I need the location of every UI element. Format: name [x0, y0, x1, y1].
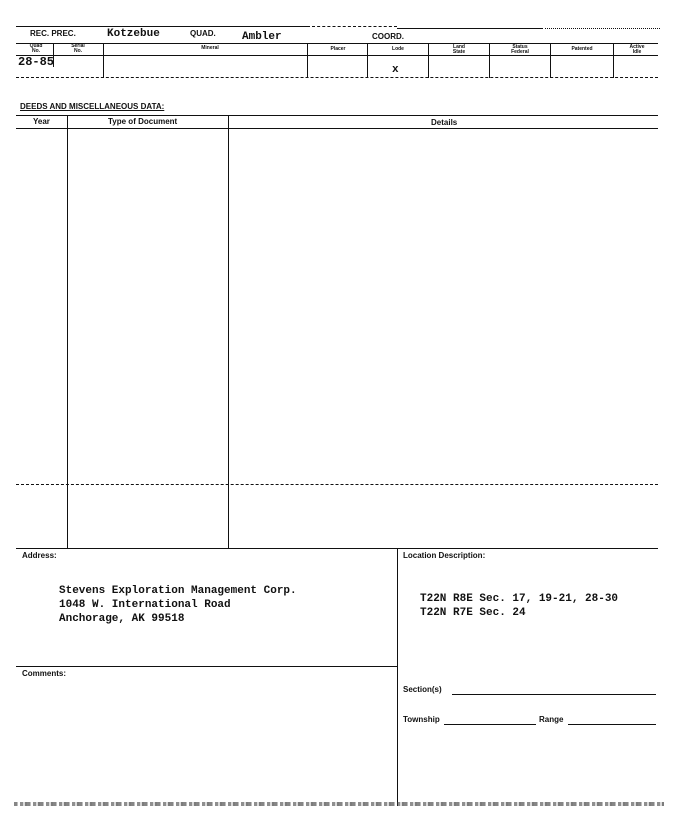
scan-bottom-edge — [14, 802, 664, 806]
table-line-2 — [16, 55, 658, 56]
lode-mark: x — [392, 64, 399, 76]
col-lode: Lode — [392, 46, 404, 52]
deeds-title: DEEDS AND MISCELLANEOUS DATA: — [20, 102, 165, 111]
table-line-1 — [16, 43, 658, 44]
vline-mineral — [307, 43, 308, 78]
col-type-of-document: Type of Document — [108, 117, 178, 126]
section-label: Section(s) — [403, 685, 442, 694]
location-label: Location Description: — [403, 551, 486, 560]
township-fill-line — [444, 724, 536, 725]
address-line-1: Stevens Exploration Management Corp. — [59, 585, 297, 597]
rec-prec-label: REC. PREC. — [30, 29, 76, 38]
header-top-dashes — [312, 26, 397, 27]
col-placer: Placer — [330, 46, 346, 52]
col-status-federal: Status Federal — [511, 44, 529, 55]
vline-status — [550, 43, 551, 78]
bottom-top-rule — [16, 548, 658, 549]
location-line-2: T22N R7E Sec. 24 — [420, 607, 526, 619]
address-label: Address: — [22, 551, 57, 560]
col-quad-no: Quad No. — [29, 43, 43, 54]
col-land-state: Land State — [452, 44, 466, 55]
address-line-3: Anchorage, AK 99518 — [59, 613, 185, 625]
col-details: Details — [431, 118, 458, 127]
range-label: Range — [539, 715, 564, 724]
header-top-dots — [545, 28, 660, 29]
location-line-1: T22N R8E Sec. 17, 19-21, 28-30 — [420, 593, 619, 605]
vline-land — [489, 43, 490, 78]
address-bottom-rule — [16, 666, 397, 667]
rec-prec-value: Kotzebue — [107, 28, 160, 40]
vline-patented — [613, 43, 614, 78]
vline-placer — [367, 43, 368, 78]
range-fill-line — [568, 724, 656, 725]
location-block — [420, 592, 618, 620]
table-line-3 — [16, 77, 658, 78]
col-serial-no: Serial No. — [71, 43, 85, 54]
section-fill-line — [452, 694, 656, 695]
col-patented: Patented — [571, 46, 593, 52]
vline-bottom-divider — [397, 548, 398, 806]
quad-serial-value: 28-85 — [18, 55, 55, 69]
quad-value: Ambler — [242, 31, 282, 43]
header-top-rule-2 — [397, 28, 543, 29]
deeds-dashed-rule — [16, 484, 658, 485]
vline-serial — [103, 43, 104, 78]
vline-lode — [428, 43, 429, 78]
deeds-header-rule — [16, 128, 658, 129]
township-label: Township — [403, 715, 440, 724]
address-block — [59, 584, 297, 626]
quad-label: QUAD. — [190, 29, 216, 38]
deeds-top-rule — [16, 115, 658, 116]
col-active-idle: Active Idle — [629, 44, 645, 55]
comments-label: Comments: — [22, 669, 67, 678]
address-line-2: 1048 W. International Road — [59, 599, 231, 611]
col-mineral: Mineral — [201, 45, 219, 51]
coord-label: COORD. — [372, 32, 404, 41]
header-top-rule — [16, 26, 310, 27]
col-year: Year — [33, 117, 50, 126]
